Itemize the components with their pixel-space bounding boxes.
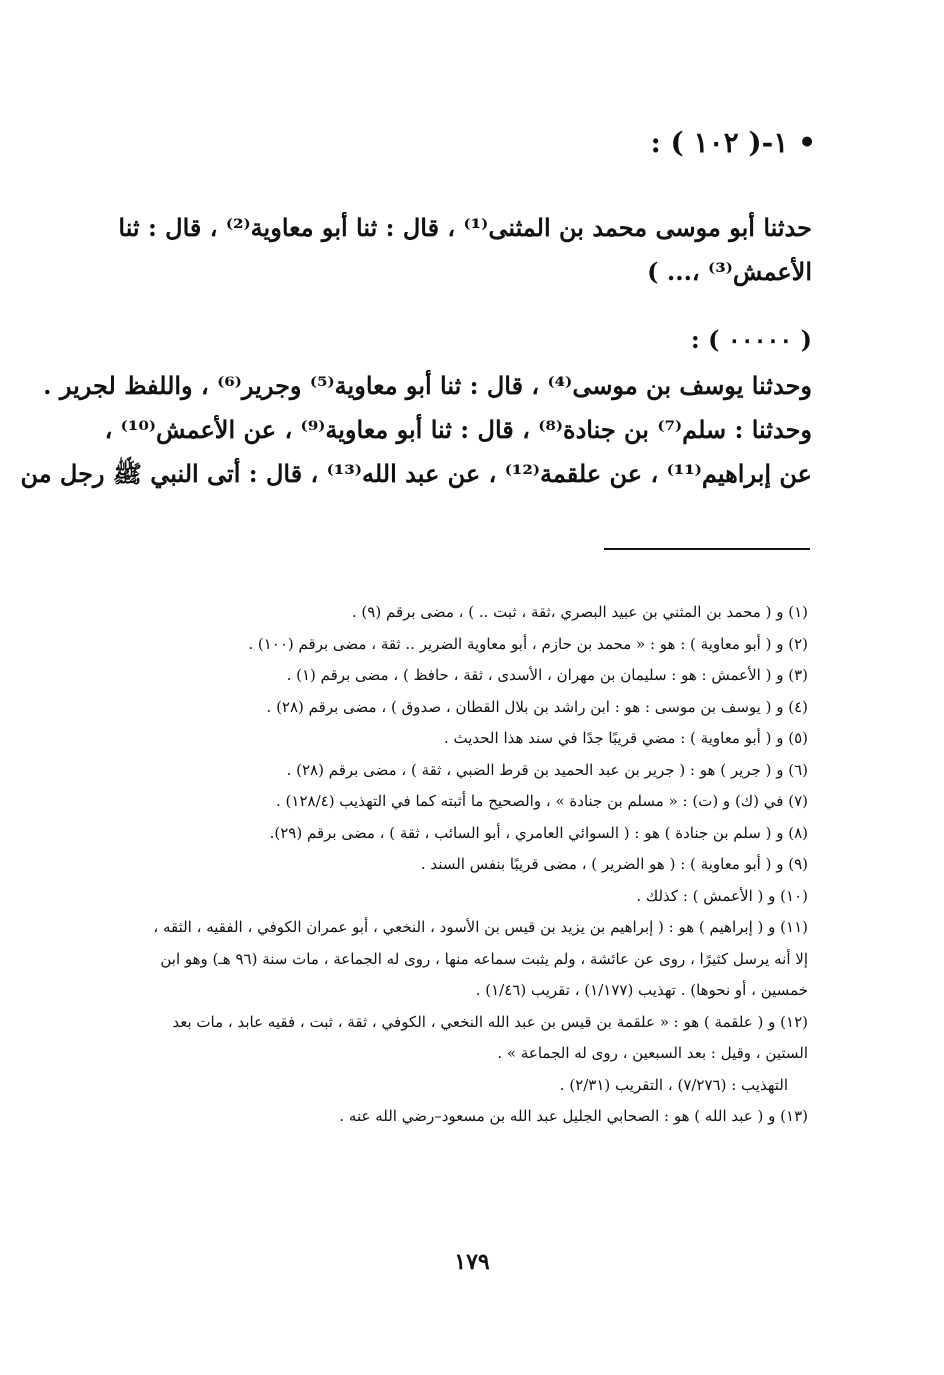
footnote-continuation: خمسين ، أو نحوها) . تهذيب (١/١٧٧) ، تقريب (١/٤٦) . — [475, 981, 808, 999]
footnote-reference: التهذيب : (٧/٢٧٦) ، التقريب (٢/٣١) . — [559, 1075, 788, 1094]
text-line: حدثنا أبو موسى محمد بن المثنى⁽¹⁾ ، قال : ثنا أبو معاوية⁽²⁾ ، قال : ثنا — [118, 213, 812, 242]
footnote: (٨) و ( سلم بن جنادة ) هو : ( السوائي العامري ، أبو السائب ، ثقة ) ، مضى برقم (٢٩). — [269, 823, 808, 842]
hadith-chain-paragraph-2 — [20, 364, 812, 496]
text-line: وحدثنا يوسف بن موسى⁽⁴⁾ ، قال : ثنا أبو معاوية⁽⁵⁾ وجرير⁽⁶⁾ ، واللفظ لجرير . — [43, 371, 812, 400]
hadith-variant-heading — [132, 318, 812, 362]
hadith-number-heading: • ١-( ١٠٢ ) : — [650, 126, 816, 159]
text-line: عن إبراهيم⁽¹¹⁾ ، عن علقمة⁽¹²⁾ ، عن عبد الله⁽¹³⁾ ، قال : أتى النبي ﷺ رجل من — [20, 459, 812, 488]
text-line: وحدثنا : سلم⁽⁷⁾ بن جنادة⁽⁸⁾ ، قال : ثنا أبو معاوية⁽⁹⁾ ، عن الأعمش⁽¹⁰⁾ ، — [104, 415, 812, 444]
footnote: (١٠) و ( الأعمش ) : كذلك . — [636, 886, 808, 905]
footnote: (٣) و ( الأعمش : هو : سليمان بن مهران ، الأسدى ، ثقة ، حافظ ) ، مضى برقم (١) . — [286, 666, 808, 684]
footnote-divider — [604, 548, 810, 550]
text-line: الأعمش⁽³⁾ ،... ) — [647, 257, 812, 286]
footnote: (١٢) و ( علقمة ) هو : « علقمة بن قيس بن عبد الله النخعي ، الكوفي ، ثقة ، ثبت ، فقيه عابد ، مات بعد — [172, 1012, 808, 1031]
footnote: (١١) و ( إبراهيم ) هو : ( إبراهيم بن يزيد بن قيس بن الأسود ، النخعي ، أبو عمران الكوفي ، الفقيه ، الثقه ، — [153, 918, 808, 936]
footnote: (١٣) و ( عبد الله ) هو : الصحابي الجليل عبد الله بن مسعود–رضي الله عنه . — [339, 1107, 808, 1125]
hadith-chain-paragraph-1 — [118, 206, 812, 294]
footnote: (٤) و ( يوسف بن موسى : هو : ابن راشد بن بلال القطان ، صدوق ) ، مضى برقم (٢٨) . — [266, 697, 808, 716]
footnote: (٥) و ( أبو معاوية ) : مضي قريبًا جدًا في سند هذا الحديث . — [443, 729, 808, 747]
text-line: ( ٠٠٠٠٠ ) : — [690, 325, 812, 354]
footnote: (٢) و ( أبو معاوية ) : هو : « محمد بن حازم ، أبو معاوية الضرير .. ثقة ، مضى برقم (١٠٠) . — [248, 634, 808, 653]
footnote: (٧) في (ك) و (ت) : « مسلم بن جنادة » ، والصحيح ما أثبته كما في التهذيب (١٢٨/٤) . — [276, 792, 808, 810]
footnote: (٩) و ( أبو معاوية ) : ( هو الضرير ) ، مضى قريبًا بنفس السند . — [420, 855, 808, 873]
page-number: ١٧٩ — [454, 1249, 490, 1275]
footnote: (١) و ( محمد بن المثني بن عبيد البصري ،ثقة ، ثبت .. ) ، مضى برقم (٩) . — [351, 603, 808, 621]
footnote: (٦) و ( جرير ) هو : ( جرير بن عبد الحميد بن قرط الضبي ، ثقة ) ، مضى برقم (٢٨) . — [286, 760, 808, 779]
footnote-continuation: إلا أنه يرسل كثيرًا ، روى عن عائشة ، ولم يثبت سماعه منها ، روى له الجماعة ، مات سنة (٩٦ هـ) وهو ابن — [160, 949, 808, 968]
footnotes — [132, 597, 808, 1133]
footnote-continuation: الستين ، وقيل : بعد السبعين ، روى له الجماعة » . — [497, 1044, 808, 1062]
